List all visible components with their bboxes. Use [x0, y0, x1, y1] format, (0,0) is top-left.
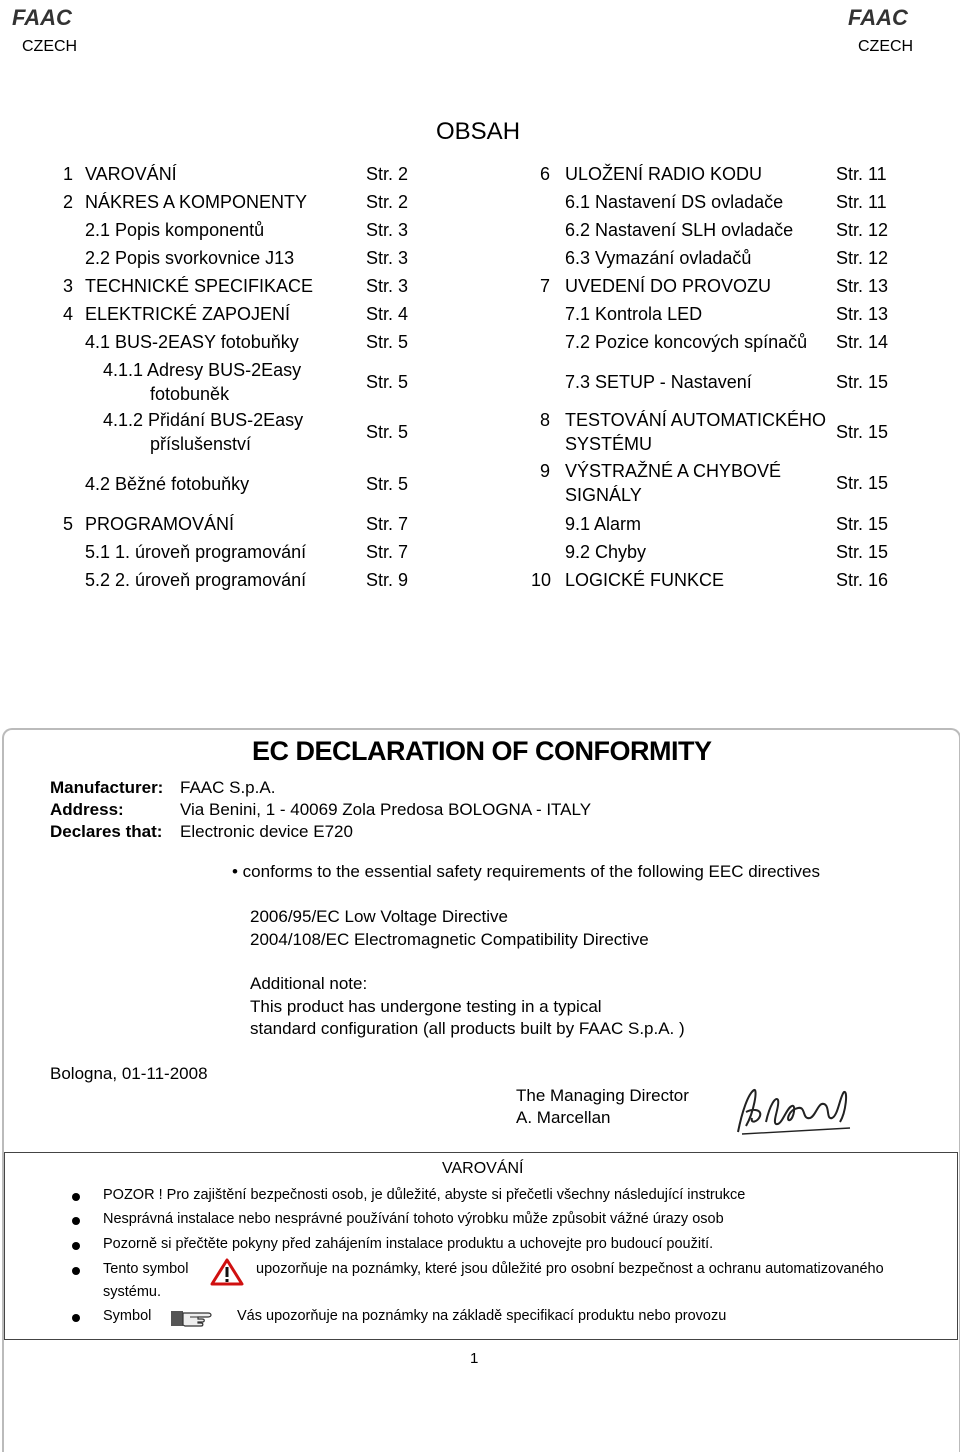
- toc-label: LOGICKÉ FUNKCE: [565, 570, 725, 590]
- toc-label: 4.1 BUS-2EASY fotobuňky: [85, 332, 299, 352]
- additional-note-line2: standard configuration (all products built by FAAC S.p.A. ): [250, 1019, 685, 1038]
- address-value: Via Benini, 1 - 40069 Zola Predosa BOLOGNA - ITALY: [180, 800, 592, 819]
- toc-page-ref: Str. 12: [836, 248, 889, 268]
- toc-page-ref: Str. 12: [836, 220, 889, 240]
- toc-page-ref: Str. 15: [836, 514, 889, 534]
- signer-name: A. Marcellan: [516, 1108, 611, 1127]
- warning-item: Pozorně si přečtěte pokyny před zahájením instalace produktu a uchovejte pro budoucí použití.: [103, 1236, 714, 1252]
- language-label-right: CZECH: [858, 38, 914, 55]
- toc-label: 4.1.2 Přidání BUS-2Easy: [103, 410, 304, 430]
- toc-number: 9: [540, 461, 551, 481]
- toc-label: 7.3 SETUP - Nastavení: [565, 372, 752, 392]
- toc-number: 1: [63, 164, 74, 184]
- toc-label: 5.1 1. úroveň programování: [85, 542, 307, 562]
- language-label-left: CZECH: [22, 38, 78, 55]
- warning-item: POZOR ! Pro zajištění bezpečnosti osob, je důležité, abyste si přečetli všechny následující instrukce: [103, 1187, 746, 1203]
- toc-number: 3: [63, 276, 74, 296]
- directive-emc: 2004/108/EC Electromagnetic Compatibility Directive: [250, 930, 649, 949]
- address-label: Address:: [50, 800, 124, 819]
- page-number: 1: [470, 1350, 479, 1367]
- toc-number: 2: [63, 192, 74, 212]
- toc-label: ELEKTRICKÉ ZAPOJENÍ: [85, 304, 291, 324]
- toc-page-ref: Str. 9: [366, 570, 409, 590]
- toc-number: 8: [540, 410, 551, 430]
- pointing-hand-icon: [170, 1307, 216, 1334]
- warning-item: Nesprávná instalace nebo nesprávné používání tohoto výrobku může způsobit vážné úrazy osob: [103, 1211, 724, 1227]
- toc-page-ref: Str. 5: [366, 332, 409, 352]
- symbol-warning-prefix: Tento symbol: [103, 1261, 189, 1277]
- toc-label: 4.2 Běžné fotobuňky: [85, 474, 250, 494]
- toc-label: VÝSTRAŽNÉ A CHYBOVÉ: [565, 461, 782, 481]
- directive-low-voltage: 2006/95/EC Low Voltage Directive: [250, 907, 508, 926]
- toc-label: PROGRAMOVÁNÍ: [85, 514, 235, 534]
- svg-text:FAAC: FAAC: [12, 6, 72, 28]
- toc-label: 6.2 Nastavení SLH ovladače: [565, 220, 794, 240]
- toc-page-ref: Str. 5: [366, 422, 409, 442]
- toc-label: 4.1.1 Adresy BUS-2Easy: [103, 360, 302, 380]
- bullet-icon: [72, 1267, 80, 1275]
- toc-label: NÁKRES A KOMPONENTY: [85, 192, 308, 212]
- toc-page-ref: Str. 4: [366, 304, 409, 324]
- toc-label: 6.1 Nastavení DS ovladače: [565, 192, 784, 212]
- toc-page-ref: Str. 7: [366, 542, 409, 562]
- toc-label: TESTOVÁNÍ AUTOMATICKÉHO: [565, 410, 827, 430]
- bullet-icon: [72, 1217, 80, 1225]
- declares-value: Electronic device E720: [180, 822, 353, 841]
- warning-triangle-icon: [210, 1258, 244, 1291]
- toc-label-continued: SIGNÁLY: [565, 485, 642, 505]
- toc-page-ref: Str. 15: [836, 542, 889, 562]
- toc-label: 6.3 Vymazání ovladačů: [565, 248, 752, 268]
- toc-label-continued: fotobuněk: [150, 384, 230, 404]
- symbol-hand-prefix: Symbol: [103, 1308, 152, 1324]
- toc-label: 5.2 2. úroveň programování: [85, 570, 307, 590]
- symbol-warning-text-cont: systému.: [103, 1284, 162, 1300]
- bullet-icon: [72, 1242, 80, 1250]
- toc-label: UVEDENÍ DO PROVOZU: [565, 276, 772, 296]
- signer-title: The Managing Director: [516, 1086, 689, 1105]
- toc-page-ref: Str. 3: [366, 248, 409, 268]
- conformity-statement: • conforms to the essential safety requirements of the following EEC directives: [232, 862, 821, 881]
- toc-label: TECHNICKÉ SPECIFIKACE: [85, 276, 314, 296]
- toc-page-ref: Str. 7: [366, 514, 409, 534]
- signature-image: [732, 1082, 856, 1145]
- manufacturer-label: Manufacturer:: [50, 778, 164, 797]
- svg-text:FAAC: FAAC: [848, 6, 908, 28]
- toc-label-continued: příslušenství: [150, 434, 252, 454]
- symbol-hand-text: Vás upozorňuje na poznámky na základě specifikací produktu nebo provozu: [237, 1308, 727, 1324]
- symbol-warning-text: upozorňuje na poznámky, které jsou důležité pro osobní bezpečnost a ochranu automatizovaného: [256, 1261, 884, 1277]
- toc-page-ref: Str. 11: [836, 192, 887, 212]
- toc-page-ref: Str. 3: [366, 276, 409, 296]
- toc-number: 4: [63, 304, 74, 324]
- toc-page-ref: Str. 15: [836, 422, 889, 442]
- toc-label: 2.2 Popis svorkovnice J13: [85, 248, 295, 268]
- toc-label: ULOŽENÍ RADIO KODU: [565, 164, 763, 184]
- toc-page-ref: Str. 2: [366, 164, 409, 184]
- toc-page-ref: Str. 13: [836, 276, 889, 296]
- toc-page-ref: Str. 14: [836, 332, 889, 352]
- manufacturer-value: FAAC S.p.A.: [180, 778, 276, 797]
- toc-label: 7.2 Pozice koncových spínačů: [565, 332, 808, 352]
- page-title: OBSAH: [436, 118, 521, 145]
- toc-number: 7: [540, 276, 551, 296]
- toc-number: 5: [63, 514, 74, 534]
- warning-title: VAROVÁNÍ: [442, 1160, 524, 1177]
- toc-page-ref: Str. 5: [366, 372, 409, 392]
- toc-page-ref: Str. 15: [836, 473, 889, 493]
- faac-logo-right: [848, 6, 930, 28]
- declaration-title: EC DECLARATION OF CONFORMITY: [252, 736, 712, 766]
- toc-page-ref: Str. 15: [836, 372, 889, 392]
- place-date: Bologna, 01-11-2008: [50, 1064, 208, 1083]
- toc-label: 9.2 Chyby: [565, 542, 647, 562]
- toc-page-ref: Str. 2: [366, 192, 409, 212]
- toc-label-continued: SYSTÉMU: [565, 434, 653, 454]
- toc-page-ref: Str. 3: [366, 220, 409, 240]
- faac-logo-left: [12, 6, 94, 28]
- toc-page-ref: Str. 11: [836, 164, 887, 184]
- declares-label: Declares that:: [50, 822, 163, 841]
- bullet-icon: [72, 1193, 80, 1201]
- toc-page-ref: Str. 16: [836, 570, 889, 590]
- bullet-icon: [72, 1314, 80, 1322]
- toc-number: 10: [531, 570, 552, 590]
- toc-page-ref: Str. 5: [366, 474, 409, 494]
- additional-note-title: Additional note:: [250, 974, 368, 993]
- additional-note-line1: This product has undergone testing in a typical: [250, 997, 602, 1016]
- toc-label: 2.1 Popis komponentů: [85, 220, 265, 240]
- toc-label: 9.1 Alarm: [565, 514, 642, 534]
- toc-label: VAROVÁNÍ: [85, 164, 177, 184]
- toc-number: 6: [540, 164, 551, 184]
- toc-page-ref: Str. 13: [836, 304, 889, 324]
- toc-label: 7.1 Kontrola LED: [565, 304, 703, 324]
